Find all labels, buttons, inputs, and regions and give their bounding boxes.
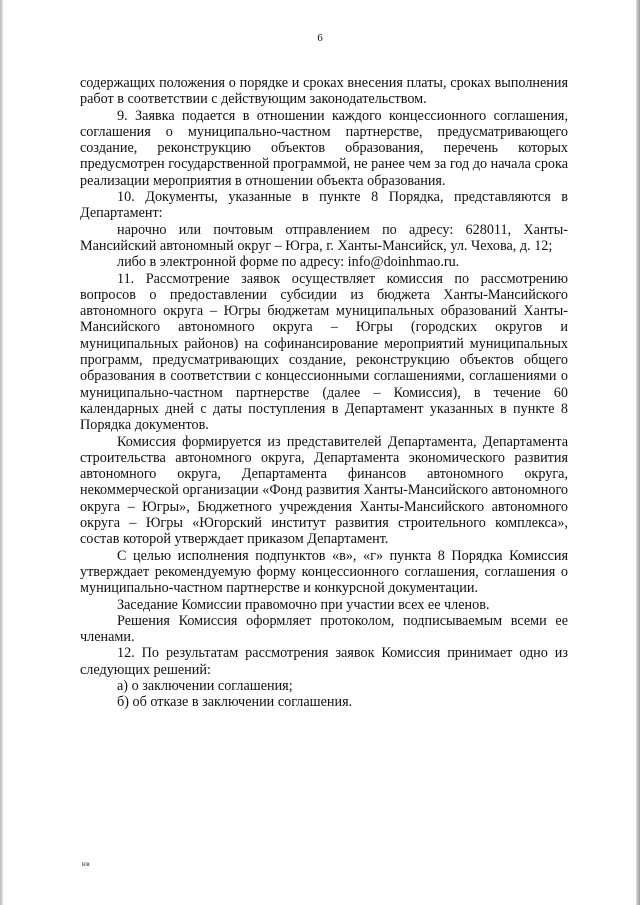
paragraph: б) об отказе в заключении соглашения.	[117, 694, 353, 711]
page-number: 6	[317, 32, 323, 44]
paragraph: С целью исполнения подпунктов «в», «г» пункта 8 Порядка Комиссия утверждает рекомендуемую форму концессионного соглашения, соглашения о муниципально-частном партнерстве и конкурсной документации.	[80, 547, 568, 597]
footer-initials: нв	[82, 860, 91, 868]
paragraph: содержащих положения о порядке и сроках внесения платы, сроках выполнения работ в соответствии с действующим законодательством.	[80, 75, 568, 108]
paragraph: 10. Документы, указанные в пункте 8 Порядка, представляются в Департамент:	[80, 189, 568, 222]
paragraph: 12. По результатам рассмотрения заявок Комиссия принимает одно из следующих решений:	[80, 645, 568, 678]
paragraph: Комиссия формируется из представителей Департамента, Департамента строительства автономного округа, Департамента экономического развития автономного округа, Департамента финансов автономного округа, некоммерческой организации «Фонд развития Ханты-Мансийского автономного округа – Югры», Бюджетного учреждения Ханты-Мансийского автономного округа – Югры «Югорский институт развития строительного комплекса», состав которой утверждает приказом Департамент.	[80, 433, 568, 548]
paragraph: нарочно или почтовым отправлением по адресу: 628011, Ханты-Мансийский автономный округ – Югра, г. Ханты-Мансийск, ул. Чехова, д. 12;	[80, 221, 568, 254]
paragraph: 9. Заявка подается в отношении каждого концессионного соглашения, соглашения о муниципально-частном партнерстве, предусматривающего создание, реконструкцию объектов образования, перечень которых предусмотрен государственной программой, не ранее чем за год до начала срока реализации мероприятия в отношении объекта образования.	[80, 107, 568, 189]
document-body	[80, 75, 568, 711]
paragraph: а) о заключении соглашения;	[117, 677, 293, 694]
paragraph: 11. Рассмотрение заявок осуществляет комиссия по рассмотрению вопросов о предоставлении субсидии из бюджета Ханты-Мансийского автономного округа – Югры бюджетам муниципальных образований Ханты-Мансийского автономного округа – Югры (городских округов и муниципальных районов) на софинансирование мероприятий муниципальных программ, предусматривающих создание, реконструкцию объектов общего образования в соответствии с концессионными соглашениями, соглашениями о муниципально-частном партнерстве (далее – Комиссия), в течение 60 календарных дней с даты поступления в Департамент указанных в пункте 8 Порядка документов.	[80, 270, 568, 434]
scan-edge-right	[636, 0, 640, 905]
scan-edge-left	[0, 0, 3, 905]
paragraph: либо в электронной форме по адресу: info@doinhmao.ru.	[117, 254, 460, 271]
paragraph: Решения Комиссия оформляет протоколом, подписываемым всеми ее членами.	[80, 612, 568, 646]
paragraph: Заседание Комиссии правомочно при участии всех ее членов.	[117, 596, 490, 613]
